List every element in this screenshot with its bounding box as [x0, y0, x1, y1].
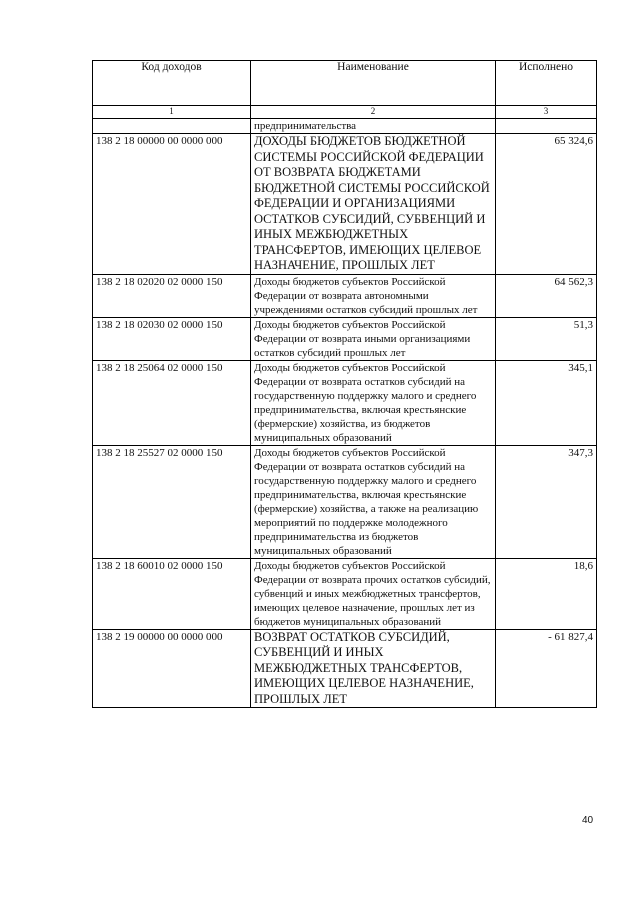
row-name: Доходы бюджетов субъектов Российской Федерации от возврата остатков субсидий на государственную поддержку малого и среднего предпринимательства, включая крестьянские (фермерские) хозяйства, а также на реализацию мероприятий по поддержке молодежного предпринимательства из бюджетов муниципальных образований [251, 445, 496, 558]
column-number: 3 [496, 106, 597, 119]
row-value: 347,3 [496, 445, 597, 558]
header-name: Наименование [251, 61, 496, 106]
row-code: 138 2 18 00000 00 0000 000 [93, 134, 251, 275]
row-code: 138 2 19 00000 00 0000 000 [93, 629, 251, 708]
row-value: 18,6 [496, 558, 597, 629]
table-row [93, 274, 597, 317]
row-value: 64 562,3 [496, 274, 597, 317]
row-name: ВОЗВРАТ ОСТАТКОВ СУБСИДИЙ, СУБВЕНЦИЙ И ИНЫХ МЕЖБЮДЖЕТНЫХ ТРАНСФЕРТОВ, ИМЕЮЩИХ ЦЕЛЕВОЕ НАЗНАЧЕНИЕ, ПРОШЛЫХ ЛЕТ [251, 629, 496, 708]
column-number: 1 [93, 106, 251, 119]
continuation-code-cell [93, 119, 251, 134]
page-number: 40 [582, 815, 594, 826]
table-row [93, 360, 597, 445]
row-value: - 61 827,4 [496, 629, 597, 708]
row-code: 138 2 18 02030 02 0000 150 [93, 317, 251, 360]
table-row [93, 317, 597, 360]
header-code: Код доходов [93, 61, 251, 106]
continuation-row [93, 119, 597, 134]
column-number: 2 [251, 106, 496, 119]
row-value: 51,3 [496, 317, 597, 360]
table-row [93, 134, 597, 275]
row-name: Доходы бюджетов субъектов Российской Федерации от возврата автономными учреждениями остатков субсидий прошлых лет [251, 274, 496, 317]
continuation-text: предпринимательства [251, 119, 496, 134]
table-row [93, 558, 597, 629]
row-name: ДОХОДЫ БЮДЖЕТОВ БЮДЖЕТНОЙ СИСТЕМЫ РОССИЙСКОЙ ФЕДЕРАЦИИ ОТ ВОЗВРАТА БЮДЖЕТАМИ БЮДЖЕТНОЙ СИСТЕМЫ РОССИЙСКОЙ ФЕДЕРАЦИИ И ОРГАНИЗАЦИЯМИ ОСТАТКОВ СУБСИДИЙ, СУБВЕНЦИЙ И ИНЫХ МЕЖБЮДЖЕТНЫХ ТРАНСФЕРТОВ, ИМЕЮЩИХ ЦЕЛЕВОЕ НАЗНАЧЕНИЕ, ПРОШЛЫХ ЛЕТ [251, 134, 496, 275]
row-code: 138 2 18 60010 02 0000 150 [93, 558, 251, 629]
row-name: Доходы бюджетов субъектов Российской Федерации от возврата остатков субсидий на государственную поддержку малого и среднего предпринимательства, включая крестьянские (фермерские) хозяйства, из бюджетов муниципальных образований [251, 360, 496, 445]
table-row [93, 629, 597, 708]
table-header-row [93, 61, 597, 106]
header-executed: Исполнено [496, 61, 597, 106]
row-value: 65 324,6 [496, 134, 597, 275]
continuation-value-cell [496, 119, 597, 134]
column-number-row [93, 106, 597, 119]
table-row [93, 445, 597, 558]
row-code: 138 2 18 25064 02 0000 150 [93, 360, 251, 445]
revenue-table [92, 60, 597, 708]
row-code: 138 2 18 25527 02 0000 150 [93, 445, 251, 558]
row-name: Доходы бюджетов субъектов Российской Федерации от возврата иными организациями остатков субсидий прошлых лет [251, 317, 496, 360]
row-name: Доходы бюджетов субъектов Российской Федерации от возврата прочих остатков субсидий, субвенций и иных межбюджетных трансфертов, имеющих целевое назначение, прошлых лет из бюджетов муниципальных образований [251, 558, 496, 629]
row-code: 138 2 18 02020 02 0000 150 [93, 274, 251, 317]
row-value: 345,1 [496, 360, 597, 445]
